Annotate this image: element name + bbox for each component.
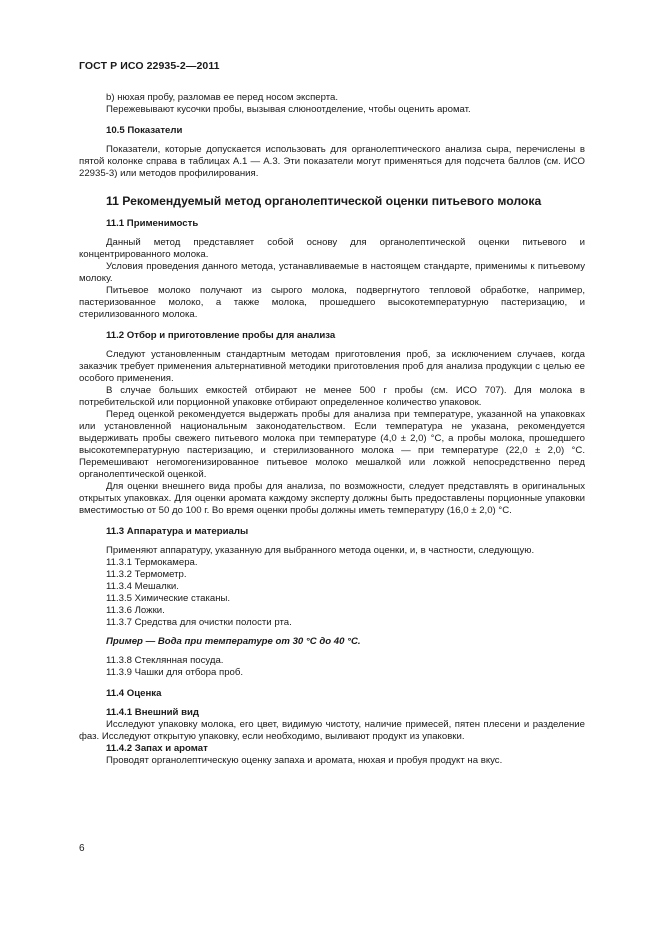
spacer [79,321,585,330]
subsection-heading: 10.5 Показатели [106,125,183,136]
paragraph: Питьевое молоко получают из сырого молока, подвергнутого тепловой обработке, например, пастеризованное молоко, а также молока, прошедшего высокотемпературную пастеризацию, и стерилизованного молока. [79,285,585,320]
spacer [79,116,585,125]
paragraph: Применяют аппаратуру, указанную для выбранного метода оценки, и, в частности, следующую. [106,545,535,556]
subsection-heading: 11.4 Оценка [106,688,162,699]
spacer [79,629,585,636]
subsection-heading: 11.4.1 Внешний вид [106,707,200,718]
paragraph: Перед оценкой рекомендуется выдержать пробы для анализа при температуре, указанной на упаковках или установленной национальным законодательством. Если температура не указана, рекомендуется выдерживать пробы свежего питьевого молока при температуре (4,0 ± 2,0) °С, а пробы молока, прошедшего высокотемпературную пастеризацию, и стерилизованного молока — при температуре (22,0 ± 2,0) °С. Перемешивают негомогенизированное питьевое молоко мешалкой или ложкой непосредственно перед органолептической оценкой. [79,409,585,480]
list-item: 11.3.8 Стеклянная посуда. [106,655,224,666]
list-item: b) нюхая пробу, разломав ее перед носом эксперта. [106,92,339,103]
paragraph: Показатели, которые допускается использовать для органолептического анализа сыра, перечислены в пятой колонке справа в таблицах А.1 — А.3. Эти показатели могут применяться для подсчета баллов (см. ИСО 22935-3) или методов профилирования. [79,144,585,179]
paragraph: В случае больших емкостей отбирают не менее 500 г пробы (см. ИСО 707). Для молока в потребительской или порционной упаковке отбирают определенное количество упаковок. [79,385,585,408]
paragraph: Следуют установленным стандартным методам приготовления проб, за исключением случаев, когда заказчик требует применения альтернативной методики приготовления проб для анализа продукции с целью ее особого применения. [79,349,585,384]
subsection-heading: 11.2 Отбор и приготовление пробы для анализа [106,330,336,341]
list-item: 11.3.6 Ложки. [106,605,165,616]
list-item: Пережевывают кусочки пробы, вызывая слюноотделение, чтобы оценить аромат. [106,104,471,115]
spacer [79,700,585,707]
page-number: 6 [79,843,85,854]
paragraph: Проводят органолептическую оценку запаха и аромата, нюхая и пробуя продукт на вкус. [106,755,503,766]
spacer [79,230,585,237]
list-item: 11.3.4 Мешалки. [106,581,179,592]
list-item: 11.3.1 Термокамера. [106,557,198,568]
spacer [79,180,585,194]
paragraph: Условия проведения данного метода, устанавливаемые в настоящем стандарте, применимы к питьевому молоку. [79,261,585,284]
paragraph: Исследуют упаковку молока, его цвет, видимую чистоту, наличие примесей, пятен плесени и разделение фаз. Исследуют открытую упаковку, если необходимо, выливают продукт из упаковки. [79,719,585,742]
list-item: 11.3.7 Средства для очистки полости рта. [106,617,292,628]
example-note: Пример — Вода при температуре от 30 °С до 40 °С. [106,636,361,647]
subsection-heading: 11.4.2 Запах и аромат [106,743,208,754]
page-header: ГОСТ Р ИСО 22935-2—2011 [79,60,220,72]
spacer [79,137,585,144]
spacer [79,538,585,545]
spacer [79,209,585,218]
spacer [79,342,585,349]
list-item: 11.3.5 Химические стаканы. [106,593,231,604]
section-heading: 11 Рекомендуемый метод органолептической оценки питьевого молока [106,194,542,208]
document-body [79,92,585,767]
subsection-heading: 11.3 Аппаратура и материалы [106,526,249,537]
paragraph: Данный метод представляет собой основу для органолептической оценки питьевого и концентрированного молока. [79,237,585,260]
list-item: 11.3.9 Чашки для отбора проб. [106,667,244,678]
spacer [79,679,585,688]
paragraph: Для оценки внешнего вида пробы для анализа, по возможности, следует представлять в оригинальных открытых упаковках. Для оценки аромата каждому эксперту должны быть предоставлены порционные упаковки вместимостью от 50 до 100 г. Во время оценки пробы должны иметь температуру (16,0 ± 2,0) °С. [79,481,585,516]
spacer [79,648,585,655]
spacer [79,517,585,526]
list-item: 11.3.2 Термометр. [106,569,187,580]
subsection-heading: 11.1 Применимость [106,218,199,229]
